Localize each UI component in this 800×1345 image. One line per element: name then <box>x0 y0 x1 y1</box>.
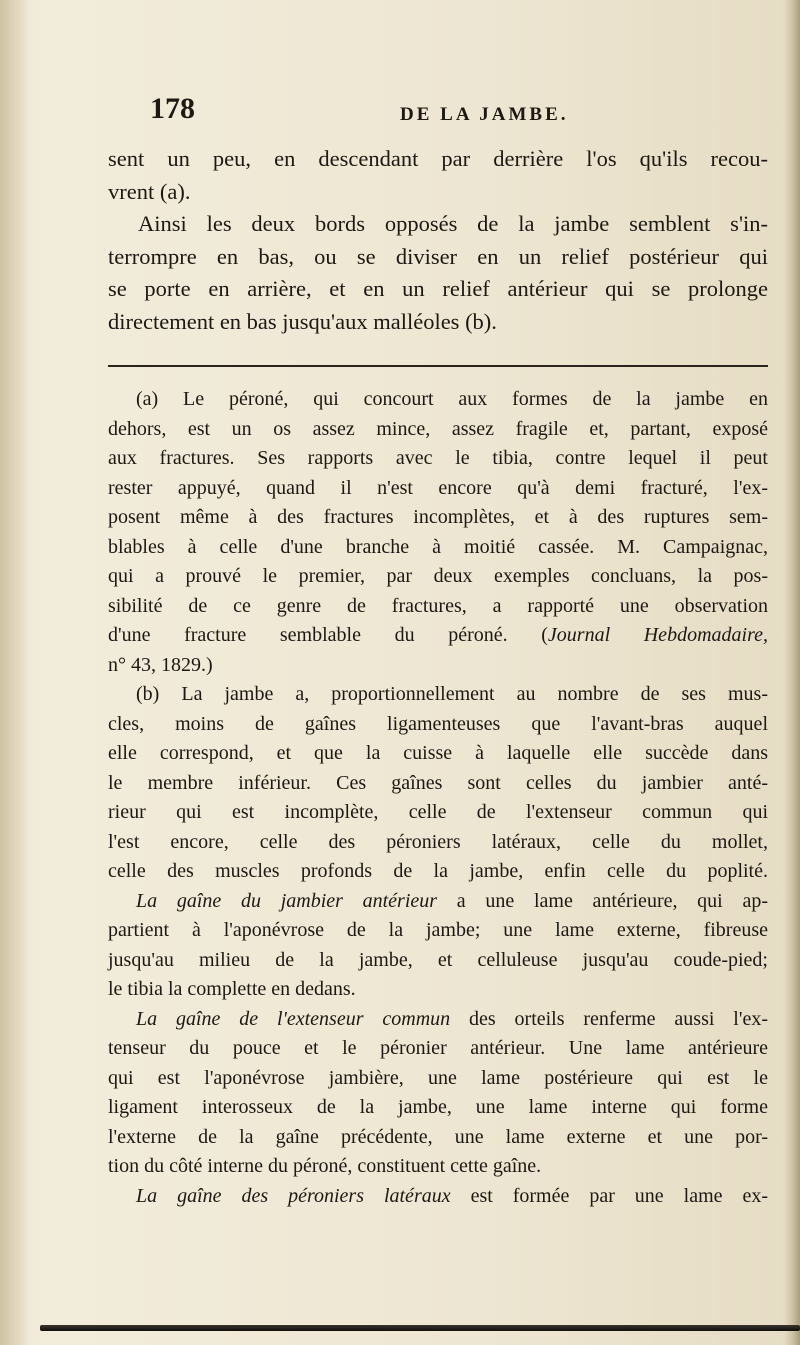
main-line: se porte en arrière, et en un relief antérieur qui se prolonge <box>108 276 768 301</box>
note-line: partient à l'aponévrose de la jambe; une lame externe, fibreuse <box>108 919 768 941</box>
footnotes <box>108 385 768 1211</box>
italic-term: La gaîne des péroniers latéraux <box>136 1184 451 1207</box>
note-line: tion du côté interne du péroné, constituent cette gaîne. <box>108 1155 542 1177</box>
note-line: (a) Le péroné, qui concourt aux formes de la jambe en <box>136 388 768 410</box>
note-line: dehors, est un os assez mince, assez fragile et, partant, exposé <box>108 417 768 440</box>
page-edge-shadow <box>784 0 800 1345</box>
note-line: le tibia la complette en dedans. <box>108 978 356 1000</box>
note-line: l'externe de la gaîne précédente, une lame externe et une por- <box>108 1125 768 1148</box>
note-line: le membre inférieur. Ces gaînes sont celles du jambier anté- <box>108 771 768 794</box>
note-line: celle des muscles profonds de la jambe, enfin celle du poplité. <box>108 860 768 882</box>
note-line <box>108 1182 768 1212</box>
journal-title: Journal Hebdomadaire, <box>547 624 768 646</box>
main-line: terrompre en bas, ou se diviser en un relief postérieur qui <box>108 243 768 269</box>
main-line: vrent (a). <box>108 178 191 204</box>
note-line: n° 43, 1829.) <box>108 653 213 676</box>
note-line: rieur qui est incomplète, celle de l'extenseur commun qui <box>108 801 768 823</box>
note-line: blables à celle d'une branche à moitié cassée. M. Campaignac, <box>108 535 768 558</box>
note-line: cles, moins de gaînes ligamenteuses que l'avant-bras auquel <box>108 712 768 735</box>
note-line: posent même à des fractures incomplètes, et à des ruptures sem- <box>108 506 768 528</box>
note-line: aux fractures. Ses rapports avec le tibia, contre lequel il peut <box>108 447 768 469</box>
note-line: elle correspond, et que la cuisse à laquelle elle succède dans <box>108 742 768 764</box>
note-text: a une lame antérieure, qui ap- <box>437 889 768 912</box>
main-line: sent un peu, en descendant par derrière l'os qu'ils recou- <box>108 146 768 171</box>
note-line: jusqu'au milieu de la jambe, et celluleuse jusqu'au coude-pied; <box>108 948 768 971</box>
note-line: (b) La jambe a, proportionnellement au nombre de ses mus- <box>136 683 768 705</box>
note-line: sibilité de ce genre de fractures, a rapporté une observation <box>108 594 768 617</box>
main-line: Ainsi les deux bords opposés de la jambe semblent s'in- <box>138 211 768 236</box>
main-line: directement en bas jusqu'aux malléoles (b). <box>108 308 497 334</box>
note-text: est formée par une lame ex- <box>450 1184 768 1207</box>
italic-term: La gaîne du jambier antérieur <box>136 889 438 912</box>
note-text: des orteils renferme aussi l'ex- <box>450 1007 768 1030</box>
running-head: DE LA JAMBE. <box>400 104 569 125</box>
page-gutter-shadow <box>0 0 30 1345</box>
page-number: 178 <box>150 92 195 125</box>
note-line: rester appuyé, quand il n'est encore qu'à demi fracturé, l'ex- <box>108 476 768 499</box>
note-line <box>108 1005 768 1035</box>
note-line <box>108 887 768 917</box>
main-text <box>108 143 768 338</box>
note-line <box>108 621 768 651</box>
note-line: tenseur du pouce et le péronier antérieur. Une lame antérieure <box>108 1037 768 1059</box>
footnote-rule <box>108 365 768 367</box>
note-text: d'une fracture semblable du péroné. ( <box>108 624 548 646</box>
note-line: qui a prouvé le premier, par deux exemples concluans, la pos- <box>108 565 768 587</box>
note-line: l'est encore, celle des péroniers latéraux, celle du mollet, <box>108 830 768 853</box>
note-line: qui est l'aponévrose jambière, une lame postérieure qui est le <box>108 1066 768 1089</box>
italic-term: La gaîne de l'extenseur commun <box>136 1007 451 1030</box>
page-bottom-edge <box>40 1325 800 1331</box>
note-line: ligament interosseux de la jambe, une lame interne qui forme <box>108 1096 768 1118</box>
